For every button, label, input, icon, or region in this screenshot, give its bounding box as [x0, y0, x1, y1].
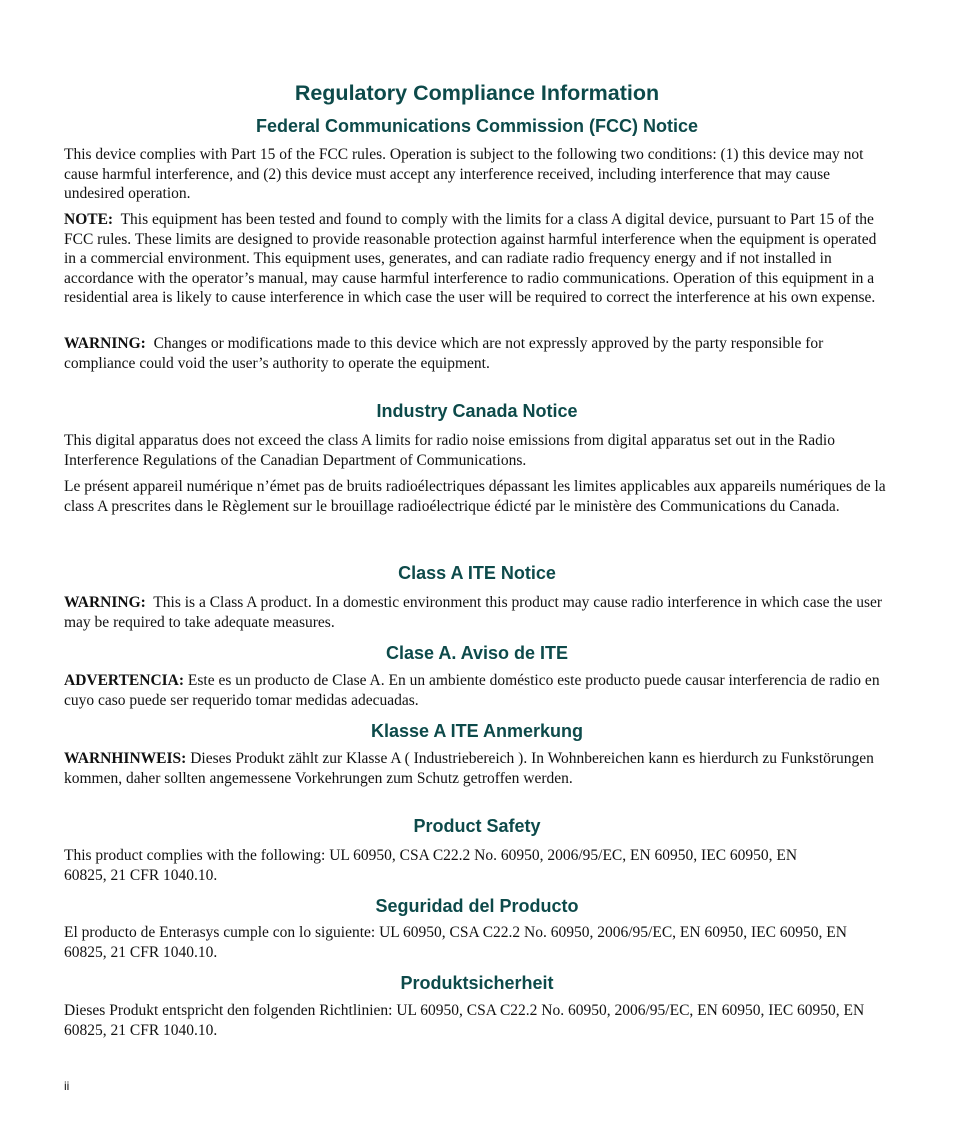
canada-paragraph-fr [64, 477, 890, 516]
klasse-a-text: Dieses Produkt zählt zur Klasse A ( Industriebereich ). In Wohnbereichen kann es hierdurch zu Funkstörungen kommen, daher sollten angemessene Vorkehrungen zum Schutz getroffen werden. [64, 750, 874, 787]
klasse-a-label: WARNHINWEIS: [64, 750, 187, 767]
note-label: NOTE: [64, 211, 114, 228]
class-a-label: WARNING: [64, 594, 146, 611]
class-a-text: This is a Class A product. In a domestic environment this product may cause radio interference in which case the user may be required to take adequate measures. [64, 594, 883, 631]
fcc-section [64, 116, 890, 137]
canada-paragraph-en [64, 431, 890, 470]
seguridad-heading: Seguridad del Producto [375, 896, 579, 916]
canada-heading: Industry Canada Notice [376, 401, 578, 421]
clase-a-heading: Clase A. Aviso de ITE [385, 643, 569, 663]
page-title: Regulatory Compliance Information [294, 81, 660, 105]
sicherheit-section [64, 973, 890, 994]
fcc-heading: Federal Communications Commission (FCC) Notice [255, 116, 699, 136]
class-a-warning [64, 593, 890, 632]
clase-a-label: ADVERTENCIA: [64, 672, 185, 689]
sicherheit-paragraph [64, 1001, 890, 1040]
safety-heading: Product Safety [413, 816, 541, 836]
safety-text: This product complies with the following: UL 60950, CSA C22.2 No. 60950, 2006/95/EC, EN 60950, IEC 60950, EN 60825, 21 CFR 1040.10. [64, 847, 798, 884]
page-number: ii [64, 1079, 70, 1093]
fcc-paragraph [64, 145, 890, 204]
fcc-note [64, 210, 890, 308]
note-text: This equipment has been tested and found to comply with the limits for a class A digital device, pursuant to Part 15 of the FCC rules. These limits are designed to provide reasonable protection against harmful interference when the equipment is operated in a commercial environment. This equipment uses, generates, and can radiate radio frequency energy and if not installed in accordance with the operator’s manual, may cause harmful interference to radio communications. Operation of this equipment in a residential area is likely to cause interference in which case the user will be required to correct the interference at his own expense. [64, 211, 877, 306]
class-a-heading: Class A ITE Notice [398, 563, 556, 583]
seguridad-text: El producto de Enterasys cumple con lo siguiente: UL 60950, CSA C22.2 No. 60950, 2006/95/EC, EN 60950, IEC 60950, EN 60825, 21 CFR 1040.10. [64, 924, 847, 961]
klasse-a-heading: Klasse A ITE Anmerkung [370, 721, 584, 741]
clase-a-text: Este es un producto de Clase A. En un ambiente doméstico este producto puede causar interferencia de radio en cuyo caso puede ser requerido tomar medidas adecuadas. [64, 672, 880, 709]
sicherheit-heading: Produktsicherheit [400, 973, 554, 993]
clase-a-warning [64, 671, 890, 710]
warning-label: WARNING: [64, 335, 146, 352]
fcc-warning [64, 334, 890, 373]
safety-paragraph [64, 846, 890, 885]
safety-section [64, 816, 890, 837]
seguridad-section [64, 896, 890, 917]
warning-text: Changes or modifications made to this device which are not expressly approved by the party responsible for compliance could void the user’s authority to operate the equipment. [64, 335, 824, 372]
fcc-text: This device complies with Part 15 of the FCC rules. Operation is subject to the following two conditions: (1) this device may not cause harmful interference, and (2) this device must accept any interference received, including interference that may cause undesired operation. [64, 146, 864, 202]
canada-text-en: This digital apparatus does not exceed the class A limits for radio noise emissions from digital apparatus set out in the Radio Interference Regulations of the Canadian Department of Communications. [64, 432, 835, 469]
clase-a-section [64, 643, 890, 664]
klasse-a-section [64, 721, 890, 742]
klasse-a-warning [64, 749, 890, 788]
canada-text-fr: Le présent appareil numérique n’émet pas de bruits radioélectriques dépassant les limites applicables aux appareils numériques de la class A prescrites dans le Règlement sur le brouillage radioélectrique édicté par le ministère des Communications du Canada. [64, 478, 886, 515]
sicherheit-text: Dieses Produkt entspricht den folgenden Richtlinien: UL 60950, CSA C22.2 No. 60950, 2006/95/EC, EN 60950, IEC 60950, EN 60825, 21 CFR 1040.10. [64, 1002, 865, 1039]
class-a-section [64, 563, 890, 584]
seguridad-paragraph [64, 923, 890, 962]
canada-section [64, 401, 890, 422]
